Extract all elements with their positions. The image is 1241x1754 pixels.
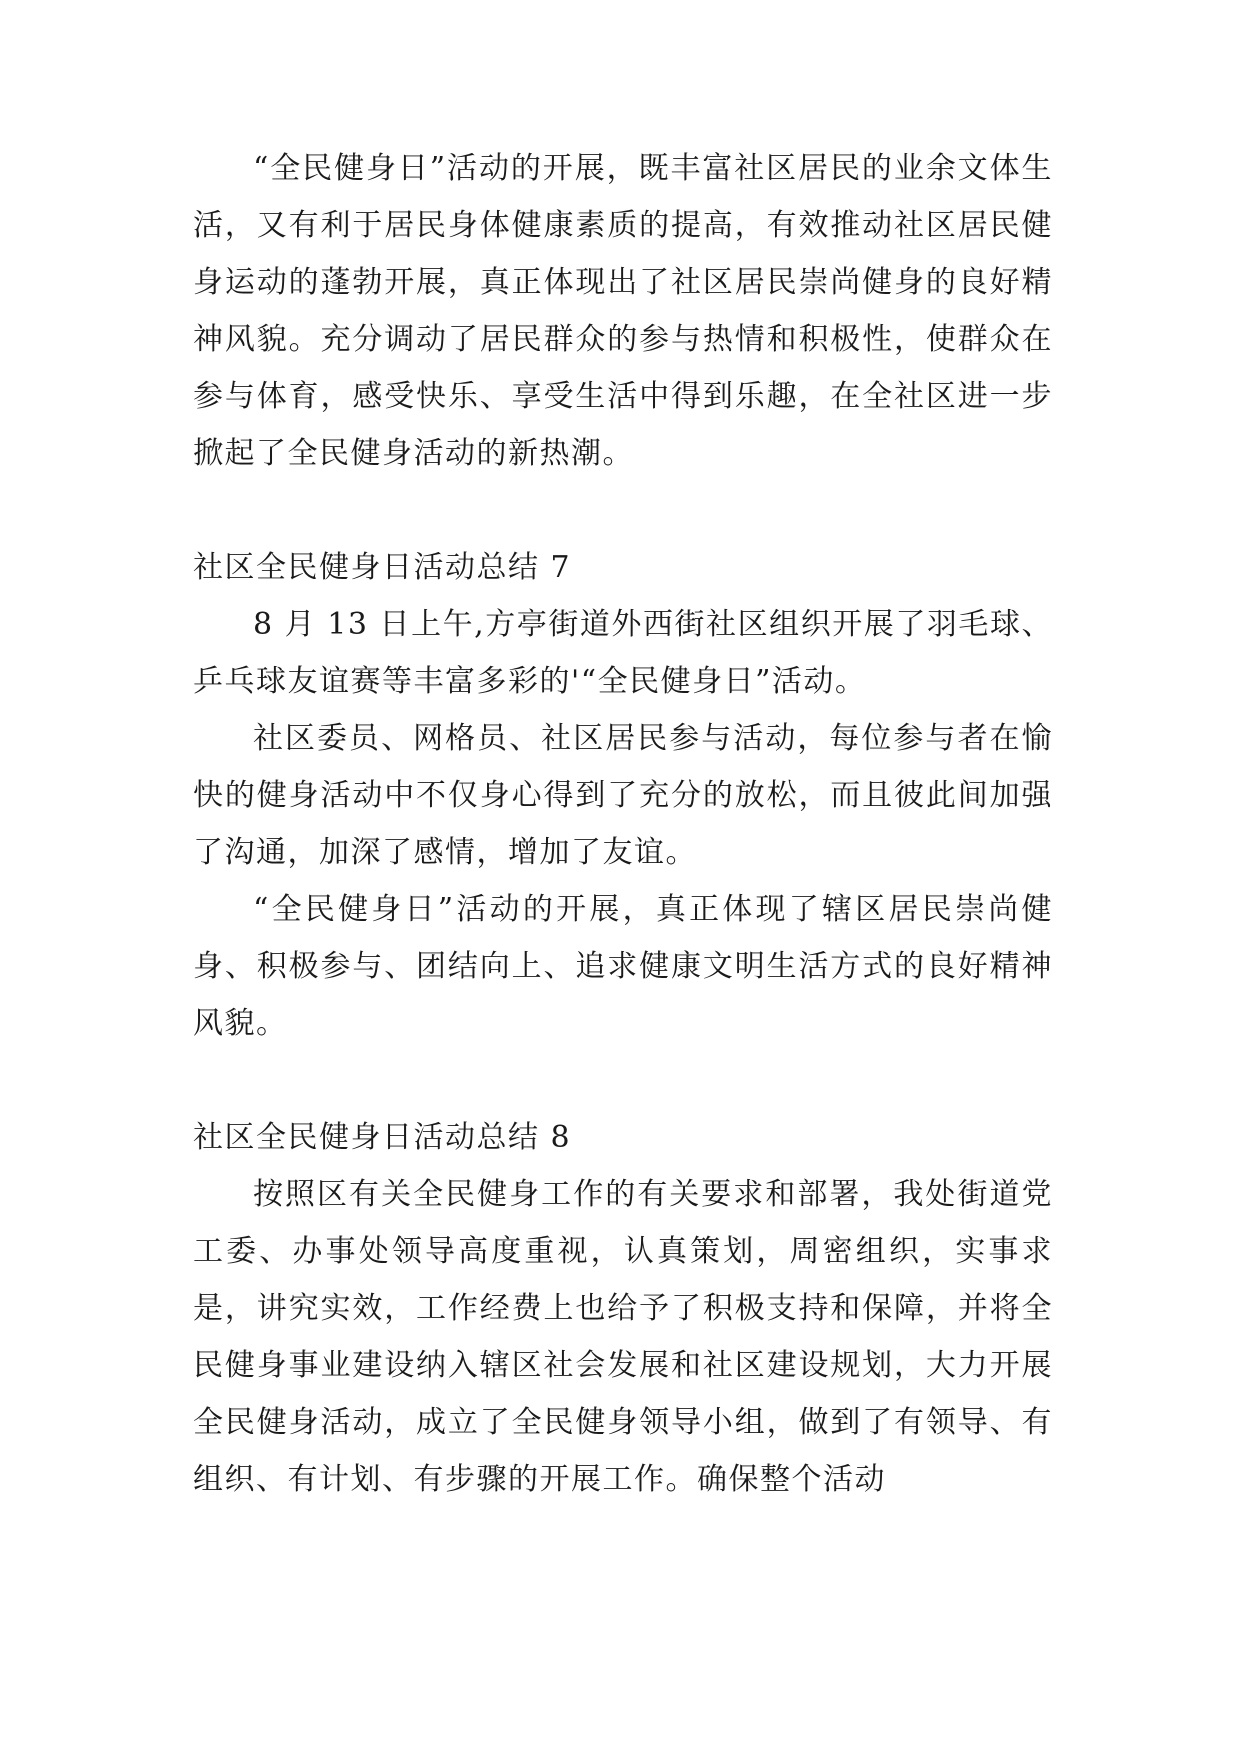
section-7-paragraph-1: 8 月 13 日上午,方亭街道外西街社区组织开展了羽毛球、乒乓球友谊赛等丰富多彩的'“全民健身日”活动。: [193, 607, 1053, 699]
section-7-paragraph-2: 社区委员、网格员、社区居民参与活动，每位参与者在愉快的健身活动中不仅身心得到了充分的放松，而且彼此间加强了沟通，加深了感情，增加了友谊。: [193, 721, 1053, 870]
document-page: [193, 140, 1053, 1508]
section-8-title: 社区全民健身日活动总结 8: [193, 1120, 572, 1155]
section-7-title: 社区全民健身日活动总结 7: [193, 550, 572, 585]
section-8-paragraph-1: 按照区有关全民健身工作的有关要求和部署，我处街道党工委、办事处领导高度重视，认真策划，周密组织，实事求是，讲究实效，工作经费上也给予了积极支持和保障，并将全民健身事业建设纳入辖区社会发展和社区建设规划，大力开展全民健身活动，成立了全民健身领导小组，做到了有领导、有组织、有计划、有步骤的开展工作。确保整个活动: [193, 1177, 1053, 1497]
section-spacer: [193, 1052, 1053, 1109]
intro-paragraph: “全民健身日”活动的开展，既丰富社区居民的业余文体生活，又有利于居民身体健康素质的提高，有效推动社区居民健身运动的蓬勃开展，真正体现出了社区居民崇尚健身的良好精神风貌。充分调动了居民群众的参与热情和积极性，使群众在参与体育，感受快乐、享受生活中得到乐趣，在全社区进一步掀起了全民健身活动的新热潮。: [193, 151, 1053, 471]
section-spacer: [193, 482, 1053, 539]
section-7-paragraph-3: “全民健身日”活动的开展，真正体现了辖区居民崇尚健身、积极参与、团结向上、追求健康文明生活方式的良好精神风貌。: [193, 892, 1053, 1041]
